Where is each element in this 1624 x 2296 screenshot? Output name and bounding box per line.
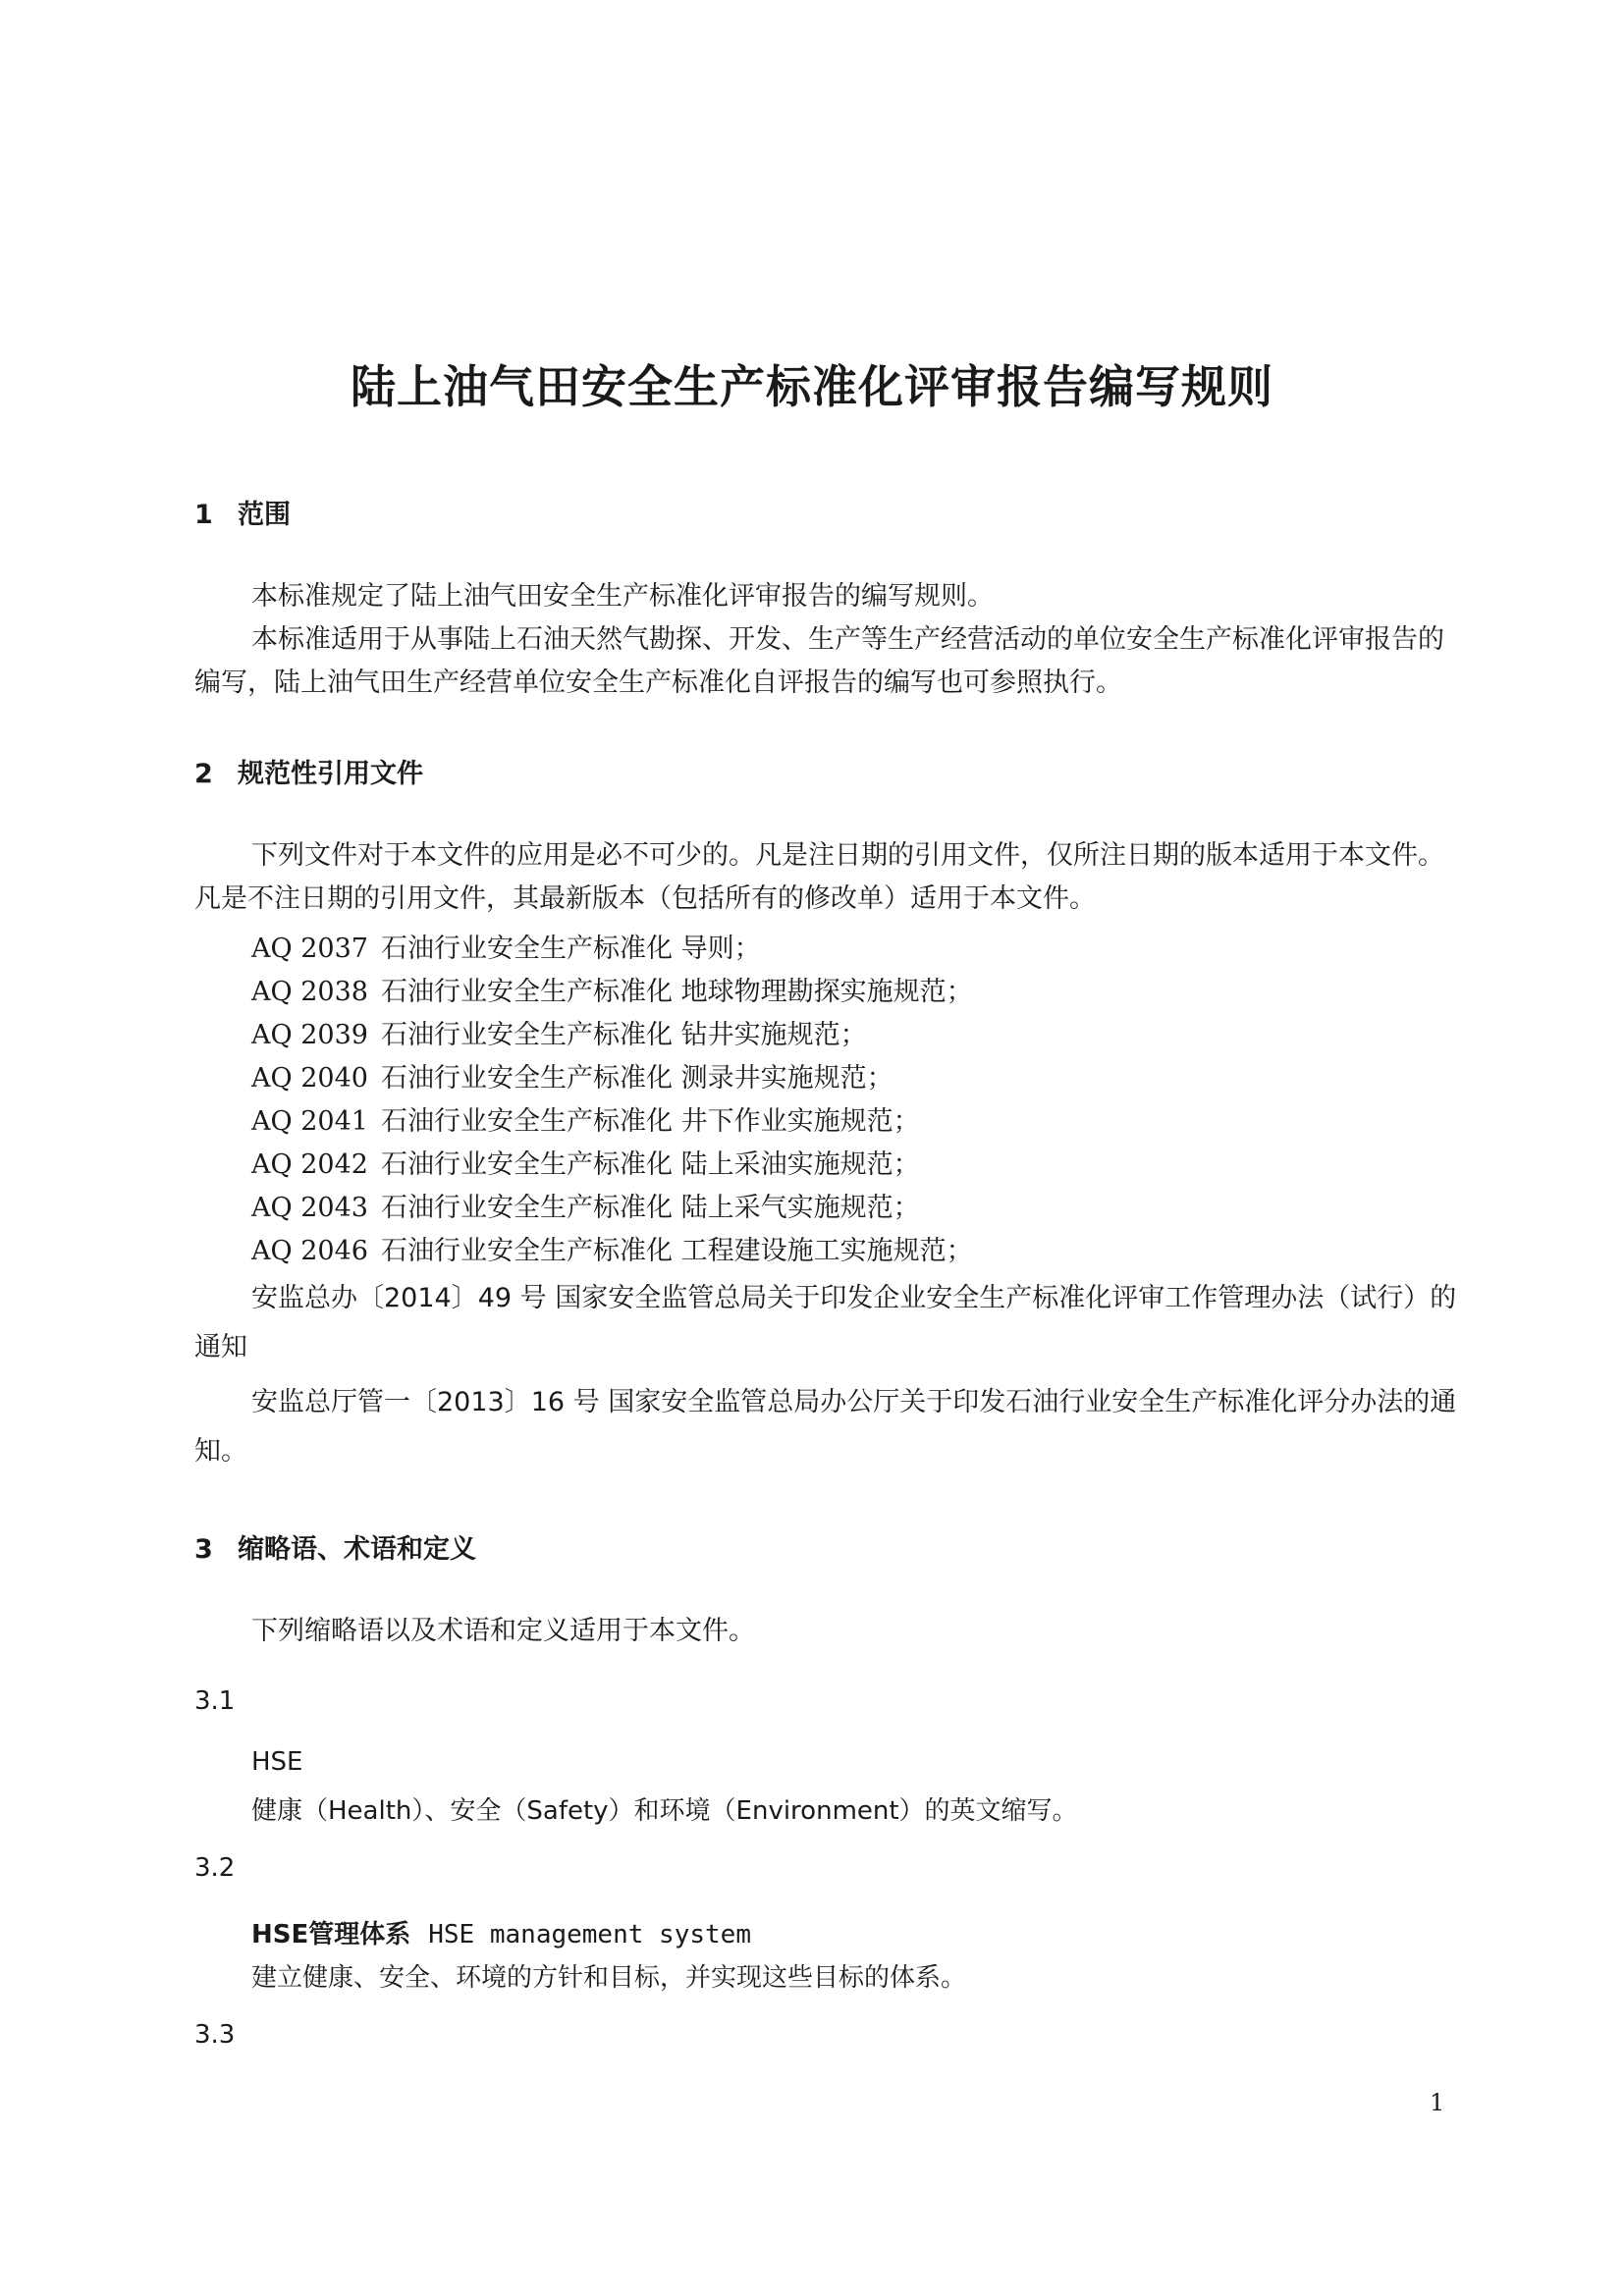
reference-item — [251, 1143, 920, 1181]
section-title: 缩略语、术语和定义 — [238, 1534, 476, 1565]
reference-code: AQ 2041 — [251, 1106, 368, 1137]
reference-item — [251, 1056, 893, 1095]
section-title: 范围 — [238, 500, 291, 530]
reference-code: AQ 2042 — [251, 1149, 368, 1180]
reference-code: AQ 2043 — [251, 1193, 368, 1223]
reference-title: 石油行业安全生产标准化 陆上采气实施规范； — [381, 1193, 920, 1223]
paragraph: 本标准规定了陆上油气田安全生产标准化评审报告的编写规则。 — [251, 581, 994, 612]
reference-title: 石油行业安全生产标准化 井下作业实施规范； — [381, 1106, 920, 1137]
term-definition: 建立健康、安全、环境的方针和目标，并实现这些目标的体系。 — [251, 1963, 967, 1993]
reference-item — [251, 927, 761, 965]
notice-reference: 安监总办〔2014〕49 号 国家安全监管总局关于印发企业安全生产标准化评审工作管理办法（试行）的通知 — [194, 1283, 1457, 1362]
document-title: 陆上油气田安全生产标准化评审报告编写规则 — [351, 360, 1273, 413]
term-name-line — [251, 1914, 751, 1950]
reference-code: AQ 2037 — [251, 934, 368, 964]
term-name: HSE — [251, 1747, 303, 1777]
term-definition: 健康（Health）、安全（Safety）和环境（Environment）的英文缩写。 — [251, 1796, 1078, 1826]
page-number: 1 — [1430, 2089, 1445, 2116]
reference-title: 石油行业安全生产标准化 测录井实施规范； — [381, 1063, 893, 1094]
reference-item — [251, 970, 973, 1008]
reference-title: 石油行业安全生产标准化 钻井实施规范； — [381, 1020, 867, 1050]
section-number: 2 — [194, 759, 213, 789]
reference-title: 石油行业安全生产标准化 工程建设施工实施规范； — [381, 1236, 973, 1266]
reference-item — [251, 1186, 920, 1224]
term-name-en: HSE management system — [428, 1920, 751, 1949]
reference-code: AQ 2038 — [251, 977, 368, 1007]
notice-reference: 安监总厅管一〔2013〕16 号 国家安全监管总局办公厅关于印发石油行业安全生产标准化评分办法的通知。 — [194, 1387, 1457, 1467]
term-name: HSE管理体系 — [251, 1920, 411, 1949]
reference-title: 石油行业安全生产标准化 陆上采油实施规范； — [381, 1149, 920, 1180]
reference-item — [251, 1229, 973, 1267]
reference-code: AQ 2039 — [251, 1020, 368, 1050]
reference-title: 石油行业安全生产标准化 导则； — [381, 934, 761, 964]
section-title: 规范性引用文件 — [238, 759, 423, 789]
reference-code: AQ 2046 — [251, 1236, 368, 1266]
section-number: 3 — [194, 1534, 213, 1565]
reference-item — [251, 1013, 867, 1051]
paragraph: 下列缩略语以及术语和定义适用于本文件。 — [251, 1616, 755, 1646]
reference-code: AQ 2040 — [251, 1063, 368, 1094]
section-number: 1 — [194, 500, 213, 530]
clause-number: 3.3 — [194, 2020, 236, 2050]
section-2-heading — [194, 752, 423, 790]
paragraph: 下列文件对于本文件的应用是必不可少的。凡是注日期的引用文件，仅所注日期的版本适用于本文件。凡是不注日期的引用文件，其最新版本（包括所有的修改单）适用于本文件。 — [194, 840, 1444, 914]
reference-title: 石油行业安全生产标准化 地球物理勘探实施规范； — [381, 977, 973, 1007]
clause-number: 3.1 — [194, 1686, 236, 1716]
section-1-heading — [194, 493, 291, 531]
clause-number: 3.2 — [194, 1853, 236, 1883]
reference-item — [251, 1099, 920, 1138]
paragraph: 本标准适用于从事陆上石油天然气勘探、开发、生产等生产经营活动的单位安全生产标准化评审报告的编写，陆上油气田生产经营单位安全生产标准化自评报告的编写也可参照执行。 — [194, 624, 1444, 698]
section-3-heading — [194, 1527, 476, 1566]
